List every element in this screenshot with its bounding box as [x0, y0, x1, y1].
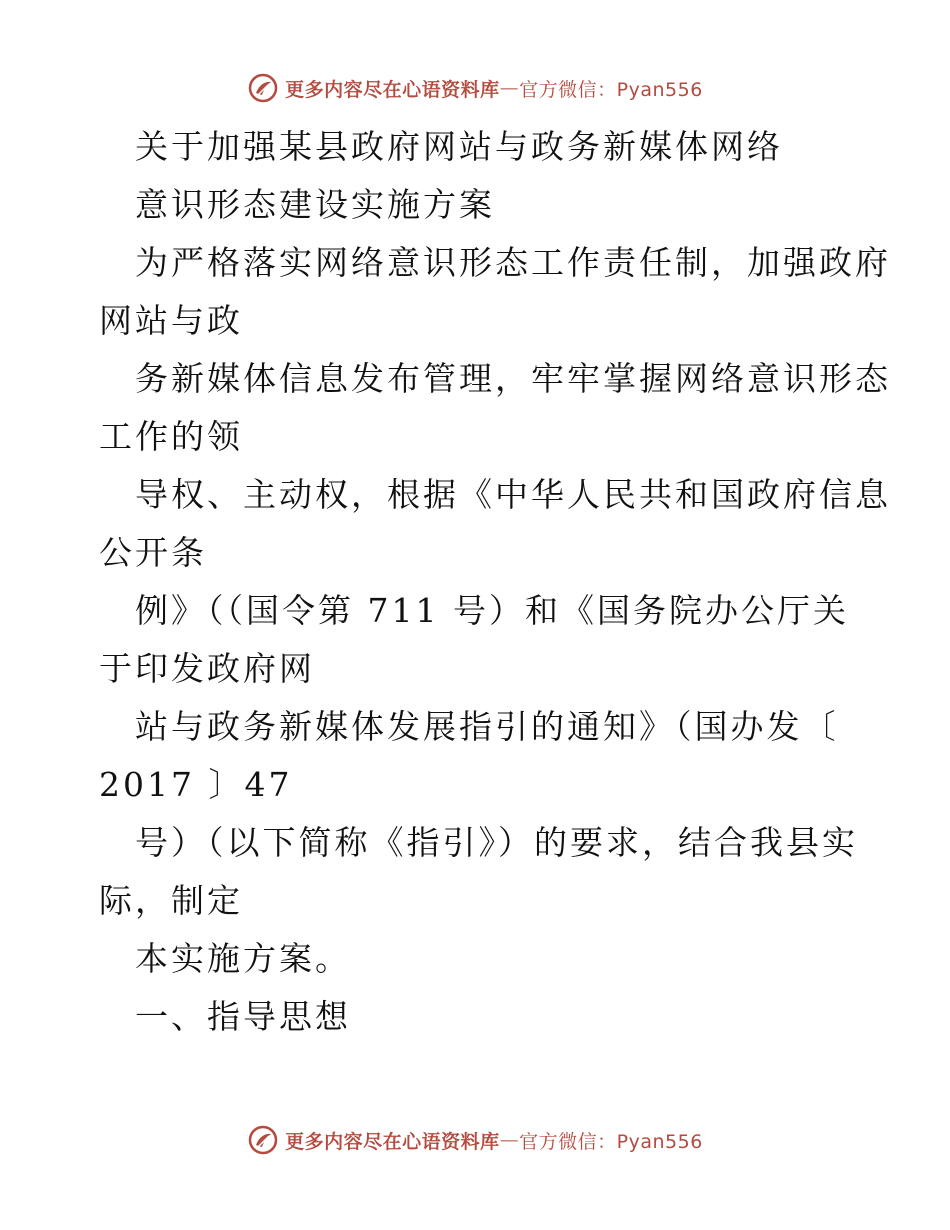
doc-text-line: 号）（以下简称《指引》）的要求，结合我县实 [135, 823, 858, 862]
red-seal-logo-icon [247, 72, 279, 104]
doc-title-line-2: 意识形态建设实施方案 [135, 185, 495, 224]
section-heading: 一、指导思想 [135, 997, 351, 1036]
doc-text-line: 站与政务新媒体发展指引的通知》（国办发〔 [135, 707, 839, 746]
watermark-banner-bottom [0, 1124, 950, 1156]
watermark-main-text: 更多内容尽在心语资料库 [285, 78, 500, 101]
doc-text-line: 为严格落实网络意识形态工作责任制，加强政府 [135, 243, 891, 282]
doc-text-line: 于印发政府网 [99, 649, 315, 688]
document-body [99, 118, 891, 1046]
watermark-banner-top [0, 72, 950, 104]
doc-text-line: 导权、主动权，根据《中华人民共和国政府信息 [135, 475, 891, 514]
watermark-wechat-text: 官方微信：Pyan556 [519, 1130, 703, 1153]
doc-text-line: 网站与政 [99, 301, 243, 340]
doc-text-line: 公开条 [99, 533, 207, 572]
watermark-main-text: 更多内容尽在心语资料库 [285, 1130, 500, 1153]
red-seal-logo-icon [247, 1124, 279, 1156]
watermark-dash: — [499, 77, 520, 99]
doc-text-line: 务新媒体信息发布管理，牢牢掌握网络意识形态 [135, 359, 891, 398]
doc-text-line: 本实施方案。 [135, 939, 351, 978]
doc-text-line: 2017 〕47 [99, 765, 293, 804]
doc-text-line: 工作的领 [99, 417, 243, 456]
watermark-wechat-text: 官方微信：Pyan556 [519, 78, 703, 101]
watermark-dash: — [499, 1129, 520, 1151]
doc-text-line: 际，制定 [99, 881, 243, 920]
doc-title-line-1: 关于加强某县政府网站与政务新媒体网络 [135, 127, 783, 166]
doc-text-line: 例》（（国令第 711 号）和《国务院办公厅关 [135, 591, 849, 630]
